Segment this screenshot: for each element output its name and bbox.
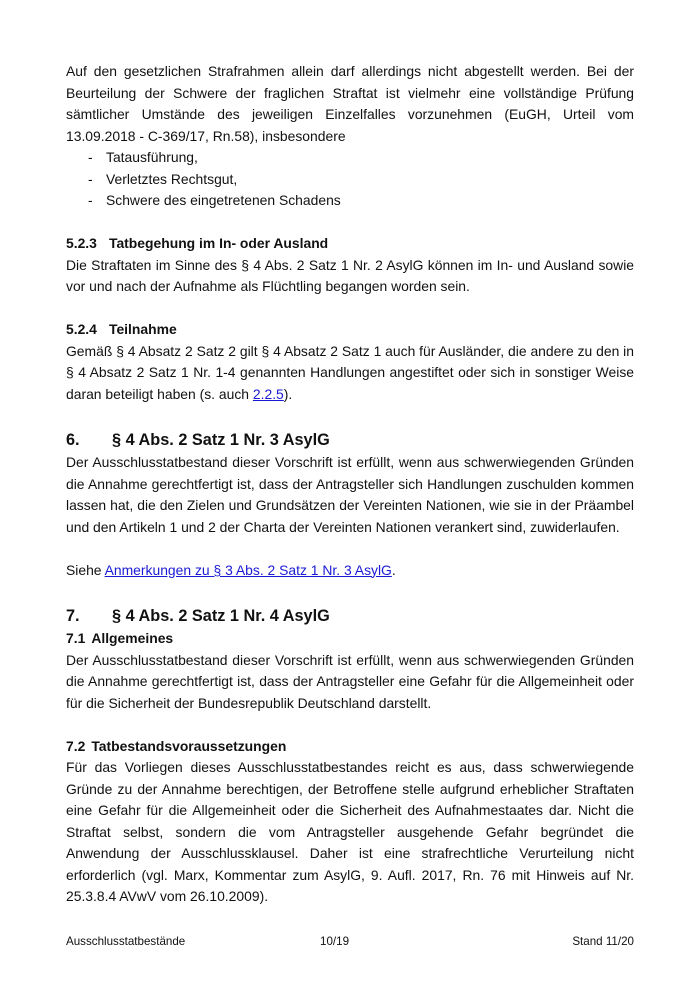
section-6-text: Der Ausschlusstatbestand dieser Vorschrift ist erfüllt, wenn aus schwerwiegenden Gründen die Annahme gerechtfertigt ist, dass der Antragsteller sich Handlungen zuschulden kommen lassen hat, die den Zielen und Grundsätzen der Vereinten Nationen, wie sie in der Präambel und den Artikeln 1 und 2 der Charta der Vereinten Nationen verankert sind, zuwiderlaufen. (66, 454, 634, 535)
section-6-heading (66, 428, 634, 452)
section-5-2-3-heading (66, 233, 634, 255)
paragraph-text: Gemäß § 4 Absatz 2 Satz 2 gilt § 4 Absatz 2 Satz 1 auch für Ausländer, die andere zu den in § 4 Absatz 2 Satz 1 Nr. 1-4 genannten Handlungen angestiftet oder sich in sonstiger Weise daran beteiligt haben (s. auch (66, 342, 634, 402)
section-7-1-text: Der Ausschlusstatbestand dieser Vorschrift ist erfüllt, wenn aus schwerwiegenden Gründen die Annahme gerechtfertigt ist, dass der Antragsteller eine Gefahr für die Allgemeinheit oder für die Sicherheit der Bundesrepublik Deutschland darstellt. (66, 651, 634, 711)
criteria-list (66, 147, 634, 212)
section-title: § 4 Abs. 2 Satz 1 Nr. 3 AsylG (112, 431, 330, 449)
list-item: - Verletztes Rechtsgut, (66, 169, 634, 191)
section-7-2-text: Für das Vorliegen dieses Ausschlusstatbestandes reicht es aus, dass schwerwiegende Gründe zu der Annahme berechtigen, der Betroffene stelle aufgrund erheblicher Straftaten eine Gefahr für die Allgemeinheit oder die Sicherheit des Aufnahmestaates dar. Nicht die Straftat selbst, sondern die vom Antragsteller ausgehende Gefahr begründet die Anwendung der Ausschlussklausel. Daher ist eine strafrechtliche Verurteilung nicht erforderlich (vgl. Marx, Kommentar zum AsylG, 9. Aufl. 2017, Rn. 76 mit Hinweis auf Nr. 25.3.8.4 AVwV vom 26.10.2009). (66, 759, 634, 904)
section-number: 5.2.3 (66, 235, 97, 251)
section-title: § 4 Abs. 2 Satz 1 Nr. 4 AsylG (112, 607, 330, 625)
section-5-2-4-text (66, 341, 634, 406)
section-5-2-4-heading (66, 319, 634, 341)
paragraph-text: . (391, 561, 396, 578)
section-title: Tatbegehung im In- oder Ausland (109, 235, 329, 251)
section-7-2-heading (66, 736, 634, 758)
section-7-1-heading (66, 628, 634, 650)
section-5-2-3-text: Die Straftaten im Sinne des § 4 Abs. 2 Satz 1 Nr. 2 AsylG können im In- und Ausland sowie vor und nach der Aufnahme als Flüchtling begangen worden sein. (66, 256, 634, 294)
section-number: 7. (66, 607, 80, 625)
list-item: - Schwere des eingetretenen Schadens (66, 190, 634, 212)
section-title: Teilnahme (109, 321, 177, 337)
footer-document-title: Ausschlusstatbestände (66, 935, 186, 948)
list-item: - Tatausführung, (66, 147, 634, 169)
paragraph-text: Siehe (66, 561, 105, 578)
footer-version: Stand 11/20 (572, 935, 634, 948)
intro-paragraph: Auf den gesetzlichen Strafrahmen allein darf allerdings nicht abgestellt werden. Bei der Beurteilung der Schwere der fraglichen Straftat ist vielmehr eine vollständige Prüfung sämtlicher Umstände des jeweiligen Einzelfalles vorzunehmen (EuGH, Urteil vom 13.09.2018 - C-369/17, Rn.58), insbesondere (66, 63, 634, 144)
section-number: 7.2 (66, 737, 86, 754)
section-number: 5.2.4 (66, 321, 97, 337)
document-body (66, 61, 634, 908)
section-number: 7.1 (66, 630, 86, 646)
section-number: 6. (66, 431, 80, 449)
section-7-heading (66, 604, 634, 628)
footer-page-number: 10/19 (320, 935, 350, 948)
paragraph-text: ). (283, 385, 293, 402)
reference-link-2-2-5[interactable]: 2.2.5 (252, 385, 284, 402)
section-title: Tatbestandsvoraussetzungen (91, 737, 287, 754)
section-title: Allgemeines (91, 630, 174, 646)
section-6-see-also (66, 560, 634, 582)
annotations-link[interactable]: Anmerkungen zu § 3 Abs. 2 Satz 1 Nr. 3 AsylG (104, 561, 392, 578)
